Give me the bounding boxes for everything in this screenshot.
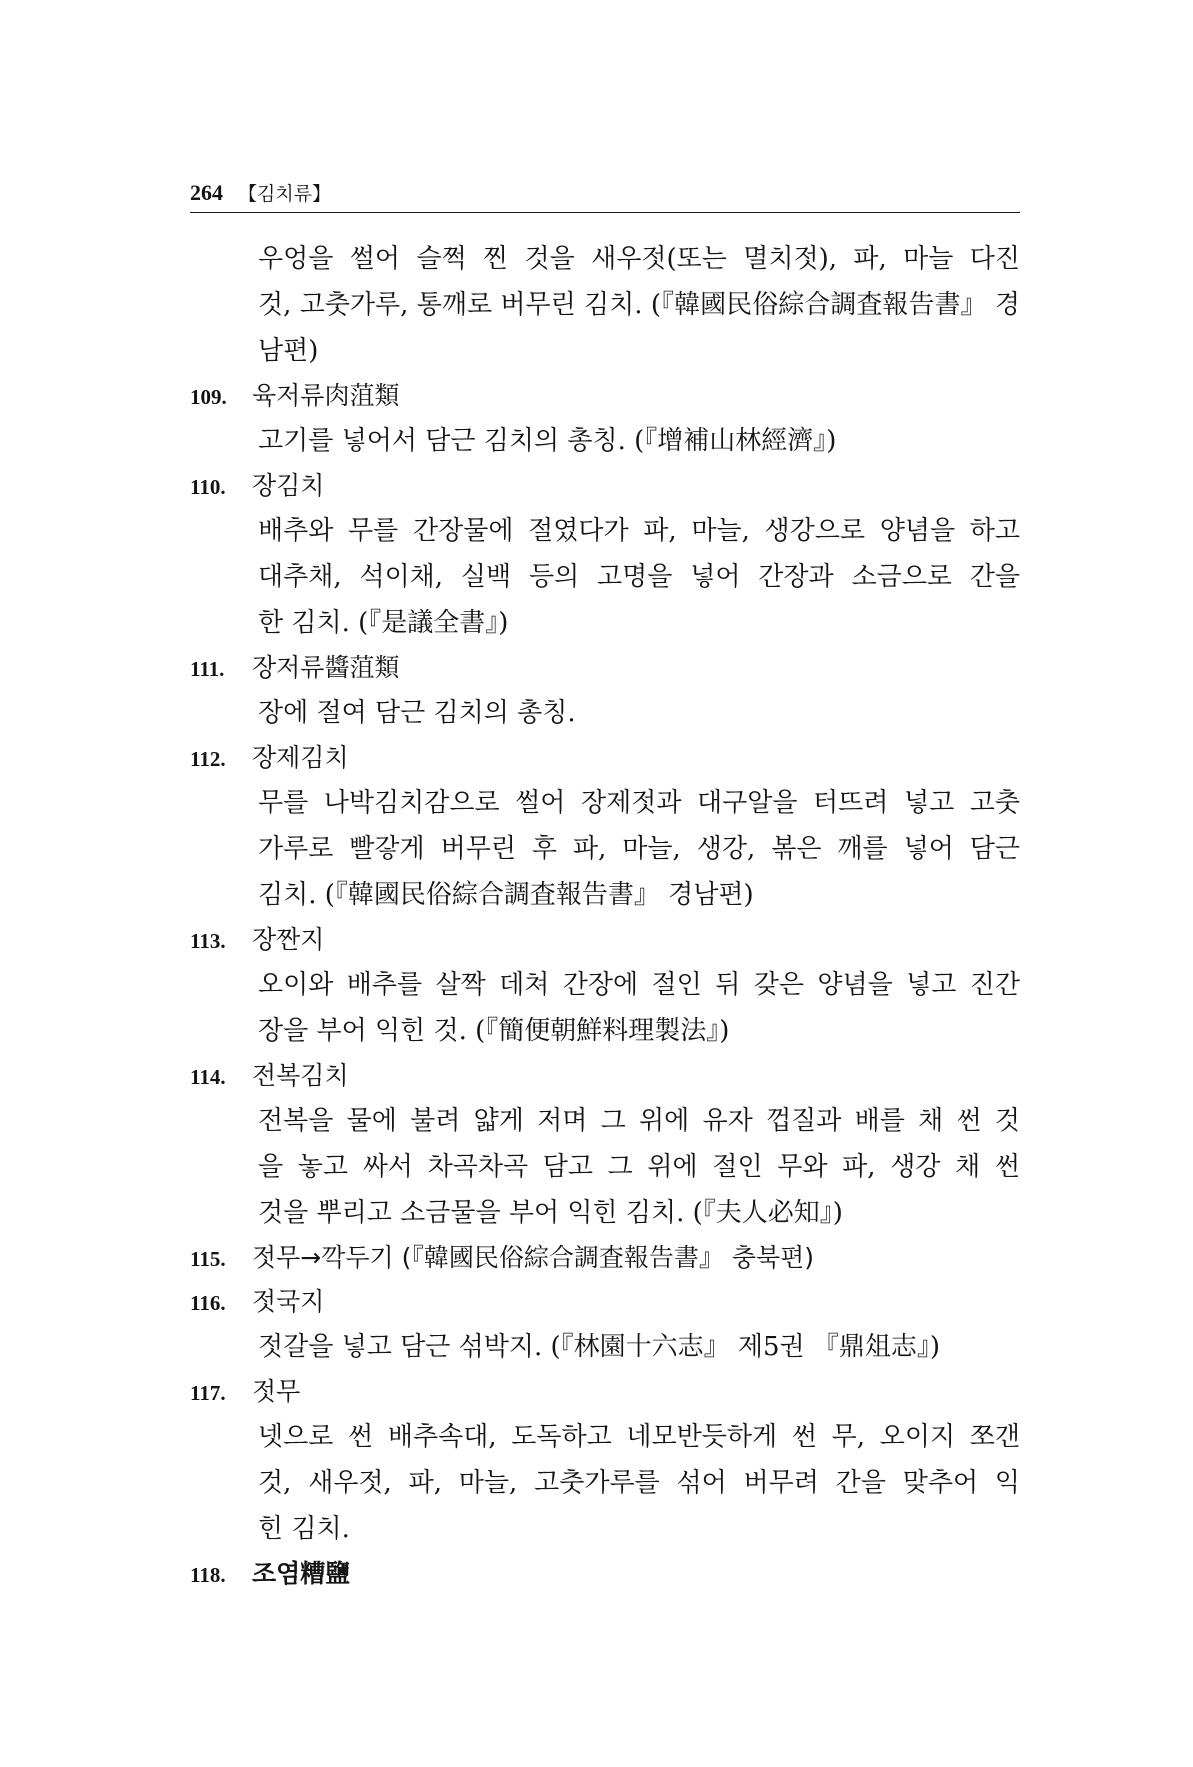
entry-term: 장제김치 — [252, 743, 349, 772]
entry-heading — [190, 1236, 1020, 1280]
entry-heading — [190, 374, 1020, 418]
entry-118 — [190, 1552, 1020, 1596]
entry-114 — [190, 1054, 1020, 1236]
entry-body-line: 넷으로 썬 배추속대, 도독하고 네모반듯하게 썬 무, 오이지 쪼갠 — [258, 1422, 1020, 1452]
running-head: 【김치류】 — [238, 183, 332, 205]
entry-115 — [190, 1236, 1020, 1280]
entry-heading — [190, 1054, 1020, 1098]
entry-heading — [190, 464, 1020, 508]
entry-term: 전복김치 — [252, 1061, 349, 1090]
entry-heading — [190, 1370, 1020, 1414]
entry-term: 장짠지 — [252, 925, 325, 954]
entry-heading — [190, 1280, 1020, 1324]
entry-112 — [190, 736, 1020, 918]
entry-heading — [190, 918, 1020, 962]
entry-body-line: 장을 부어 익힌 것. (『簡便朝鮮料理製法』) — [258, 1016, 730, 1046]
entry-body-line: 장에 절여 담근 김치의 총칭. — [258, 698, 576, 728]
entry-list — [190, 236, 1020, 1596]
entry-body-line: 한 김치. (『是議全書』) — [258, 608, 509, 638]
entry-116 — [190, 1280, 1020, 1370]
entry-110 — [190, 464, 1020, 646]
entry-body-line: 무를 나박김치감으로 썰어 장제젓과 대구알을 터뜨려 넣고 고춧 — [258, 788, 1020, 818]
entry-body-line: 젓갈을 넣고 담근 섞박지. (『林園十六志』 제5권 『鼎俎志』) — [258, 1332, 941, 1362]
entry-number: 115. — [190, 1247, 226, 1271]
entry-heading — [190, 646, 1020, 690]
entry-109 — [190, 374, 1020, 464]
entry-number: 118. — [190, 1563, 226, 1587]
entry-body-line: 것, 고춧가루, 통깨로 버무린 김치. (『韓國民俗綜合調査報告書』 경 — [258, 290, 1020, 320]
entry-111 — [190, 646, 1020, 736]
entry-body-line: 것을 뿌리고 소금물을 부어 익힌 김치. (『夫人必知』) — [258, 1198, 843, 1228]
entry-body-line: 남편) — [258, 336, 319, 366]
entry-body-line: 고기를 넣어서 담근 김치의 총칭. (『增補山林經濟』) — [258, 426, 837, 456]
entry-body-line: 대추채, 석이채, 실백 등의 고명을 넣어 간장과 소금으로 간을 — [258, 562, 1020, 592]
entry-number: 116. — [190, 1291, 226, 1315]
entry-term: 장저류醬菹類 — [252, 653, 400, 682]
entry-body-line: 오이와 배추를 살짝 데쳐 간장에 절인 뒤 갖은 양념을 넣고 진간 — [258, 970, 1020, 1000]
entry-number: 111. — [190, 657, 225, 681]
entry-body-line: 힌 김치. — [258, 1514, 350, 1544]
entry-number: 113. — [190, 929, 226, 953]
entry-117 — [190, 1370, 1020, 1552]
entry-number: 112. — [190, 747, 226, 771]
entry-term: 젓무→깍두기 (『韓國民俗綜合調査報告書』 충북편) — [252, 1243, 815, 1272]
entry-number: 117. — [190, 1381, 226, 1405]
entry-body-line: 우엉을 썰어 슬쩍 찐 것을 새우젓(또는 멸치젓), 파, 마늘 다진 — [258, 244, 1020, 274]
entry-number: 109. — [190, 385, 227, 409]
entry-term: 장김치 — [252, 471, 325, 500]
entry-term: 젓무 — [252, 1377, 301, 1406]
entry-term: 젓국지 — [252, 1287, 325, 1316]
entry-body-line: 가루로 빨갛게 버무린 후 파, 마늘, 생강, 볶은 깨를 넣어 담근 — [258, 834, 1020, 864]
entry-body-line: 전복을 물에 불려 얇게 저며 그 위에 유자 껍질과 배를 채 썬 것 — [258, 1106, 1020, 1136]
entry-body-line: 것, 새우젓, 파, 마늘, 고춧가루를 섞어 버무려 간을 맞추어 익 — [258, 1468, 1020, 1498]
entry-body-line: 을 놓고 싸서 차곡차곡 담고 그 위에 절인 무와 파, 생강 채 썬 — [258, 1152, 1020, 1182]
entry-number: 114. — [190, 1065, 226, 1089]
entry-113 — [190, 918, 1020, 1054]
entry-108-continued — [190, 236, 1020, 374]
entry-body-line: 김치. (『韓國民俗綜合調査報告書』 경남편) — [258, 880, 754, 910]
entry-heading — [190, 1552, 1020, 1596]
entry-number: 110. — [190, 475, 226, 499]
entry-term: 조염糟鹽 — [252, 1559, 351, 1588]
page-header — [190, 176, 1020, 213]
entry-body-line: 배추와 무를 간장물에 절였다가 파, 마늘, 생강으로 양념을 하고 — [258, 516, 1020, 546]
entry-term: 육저류肉菹類 — [252, 381, 400, 410]
entry-heading — [190, 736, 1020, 780]
page-number: 264 — [190, 180, 223, 205]
